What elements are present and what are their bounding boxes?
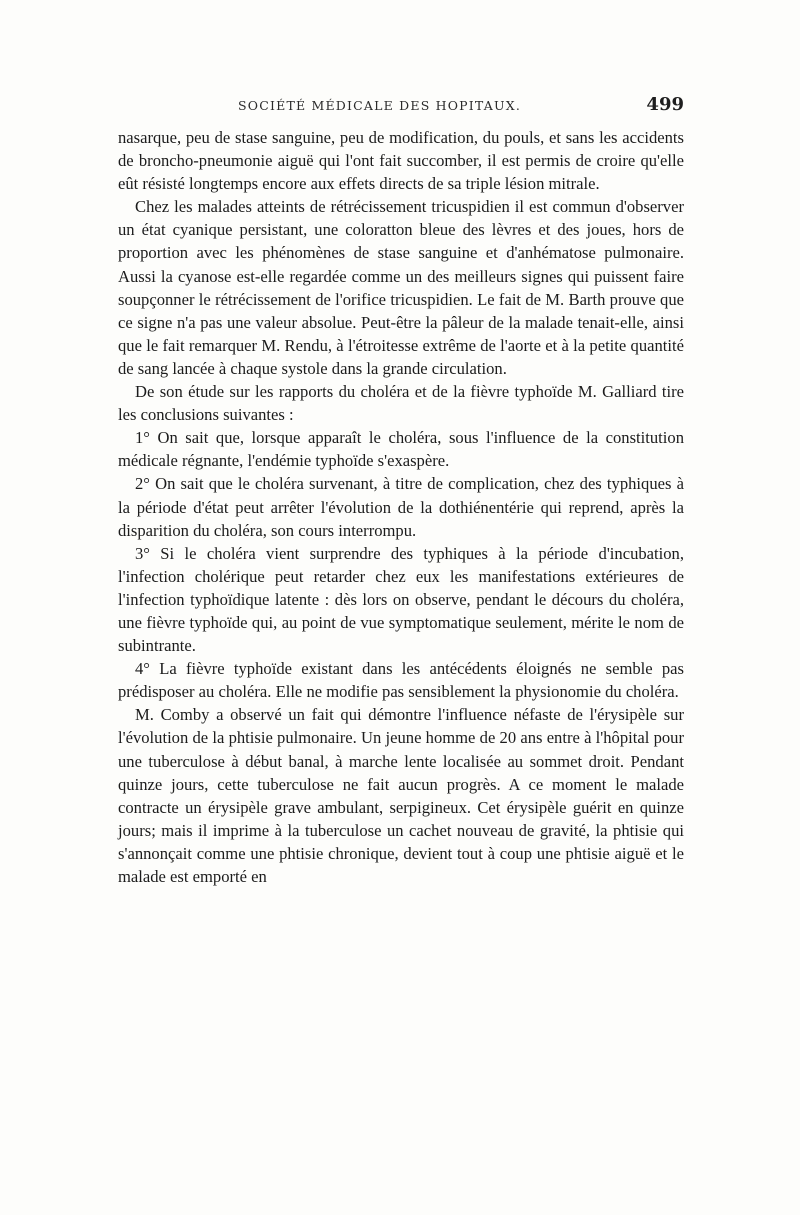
page-header (118, 96, 684, 120)
paragraph-conclusion-3: 3° Si le choléra vient surprendre des typhiques à la période d'incubation, l'infection cholérique peut retarder chez eux les manifestations extérieures de l'infection typhoïdique latente : dès lors on observe, pendant le décours du choléra, une fièvre typhoïde qui, au point de vue symptomatique seulement, mérite le nom de subintrante. (118, 543, 684, 656)
paragraph-comby-case: M. Comby a observé un fait qui démontre l'influence néfaste de l'érysipèle sur l'évolution de la phtisie pulmonaire. Un jeune homme de 20 ans entre à l'hôpital pour une tuberculose à début banal, à marche lente localisée au sommet droit. Pendant quinze jours, cette tuberculose ne fait aucun progrès. A ce moment le malade contracte un érysipèle grave ambulant, serpigineux. Cet érysipèle guérit en quinze jours; mais il imprime à la tuberculose un cachet nouveau de gravité, la phtisie qui s'annonçait comme une phtisie chronique, devient tout à coup une phtisie aiguë et le malade est emporté en (118, 705, 684, 886)
paragraph-conclusion-1: 1° On sait que, lorsque apparaît le choléra, sous l'influence de la constitution médicale régnante, l'endémie typhoïde s'exaspère. (118, 428, 684, 471)
running-title: SOCIÉTÉ MÉDICALE DES HOPITAUX. (238, 98, 522, 113)
page-number: 499 (646, 94, 684, 115)
paragraph-galliard-intro: De son étude sur les rapports du choléra et de la fièvre typhoïde M. Galliard tire les conclusions suivantes : (118, 382, 684, 425)
paragraph-conclusion-2: 2° On sait que le choléra survenant, à titre de complication, chez des typhiques à la période d'état peut arrêter l'évolution de la dothiénentérie qui reprend, après la disparition du choléra, son cours interrompu. (118, 474, 684, 540)
body-text (118, 126, 684, 888)
paragraph-tricuspid-cyanosis: Chez les malades atteints de rétrécissement tricuspidien il est commun d'observer un état cyanique persistant, une coloratton bleue des lèvres et des joues, hors de proportion avec les phénomènes de stase sanguine et d'anhématose pulmonaire. Aussi la cyanose est-elle regardée comme un des meilleurs signes qui puissent faire soupçonner le rétrécissement de l'orifice tricuspidien. Le fait de M. Barth prouve que ce signe n'a pas une valeur absolue. Peut-être la pâleur de la malade tenait-elle, ainsi que le fait remarquer M. Rendu, à l'étroitesse extrême de l'aorte et à la petite quantité de sang lancée à chaque systole dans la grande circulation. (118, 197, 684, 378)
paragraph-conclusion-4: 4° La fièvre typhoïde existant dans les antécédents éloignés ne semble pas prédisposer au choléra. Elle ne modifie pas sensiblement la physionomie du choléra. (118, 659, 684, 702)
paragraph-mitral-conclusion: nasarque, peu de stase sanguine, peu de modification, du pouls, et sans les accidents de broncho-pneumonie aiguë qui l'ont fait succomber, il est permis de croire qu'elle eût résisté longtemps encore aux effets directs de sa triple lésion mitrale. (118, 128, 684, 194)
